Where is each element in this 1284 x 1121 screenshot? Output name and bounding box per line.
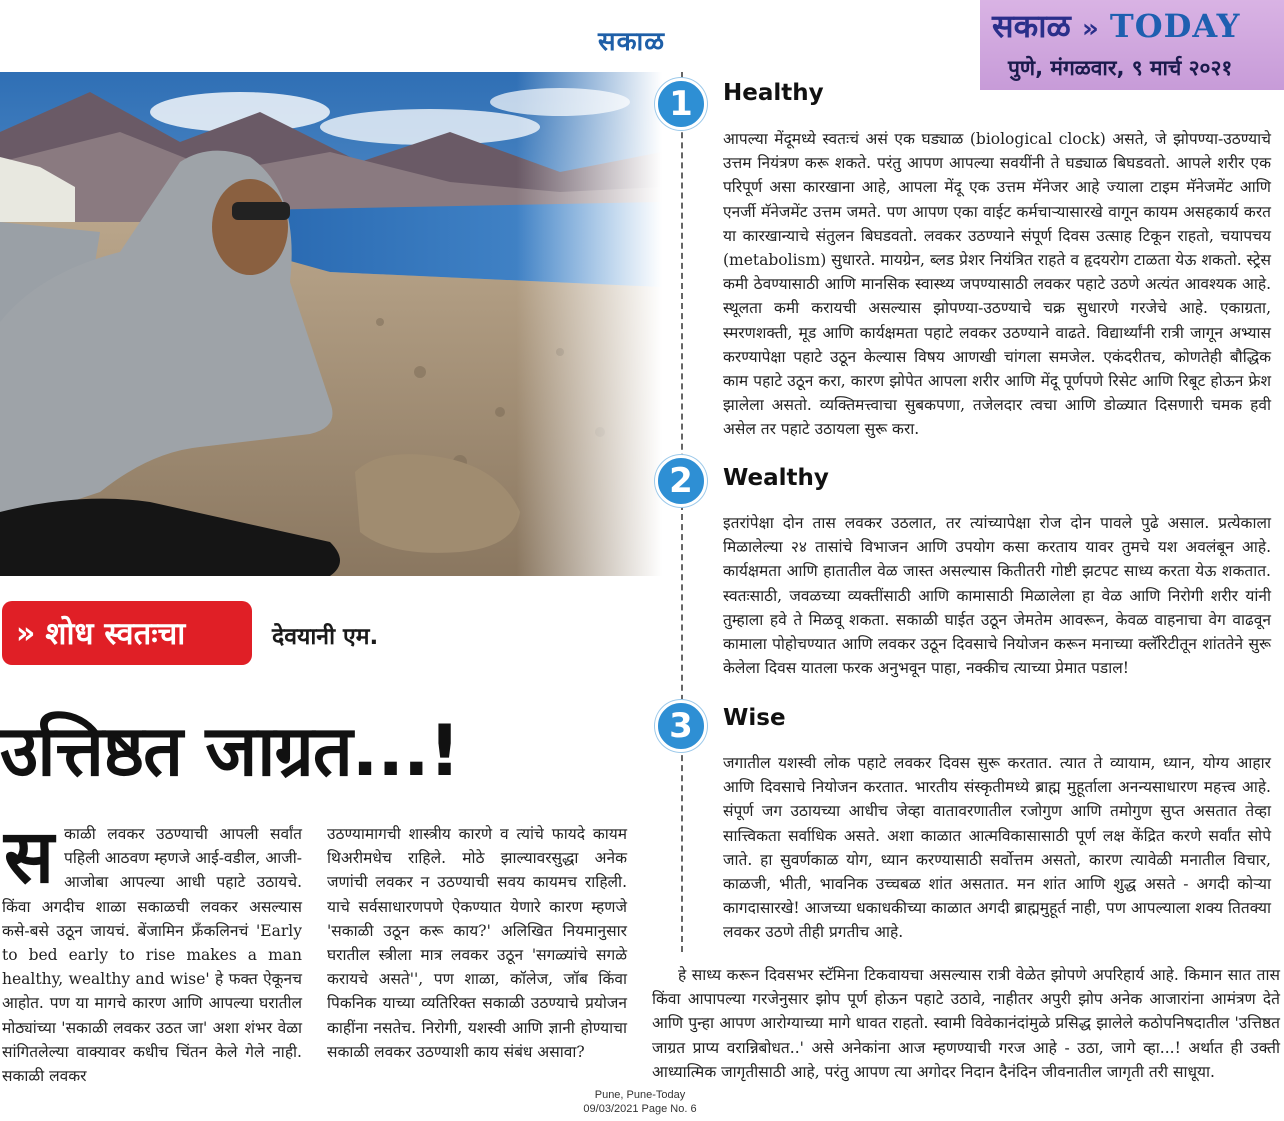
brand-name: सकाळ xyxy=(992,7,1071,45)
dashed-divider xyxy=(681,72,683,952)
brand-today: TODAY xyxy=(1109,7,1241,45)
closing-paragraph: हे साध्य करून दिवसभर स्टॅमिना टिकवायचा असल्यास रात्री वेळेत झोपणे अपरिहार्य आहे. किमान सात तास किंवा आपापल्या गरजेनुसार झोप पूर्ण होऊन पहाटे उठावे, नाहीतर अपुरी झोप अनेक आजारांना आमंत्रण देते आणि पुन्हा आपण आरोग्याच्या मागे धावत राहतो. स्वामी विवेकानंदांमुळे प्रसिद्ध झालेले कठोपनिषदातील 'उत्तिष्ठत जाग्रत प्राप्य वरान्निबोधत..' असे अनेकांना आज म्हणण्याची गरज आहे - उठा, जागे व्हा...! अर्थात ही उक्ती आध्यात्मिक जागृतीसाठी आहे, परंतु आपण त्या अगोदर निदान दैनंदिन जीवनातील जागृती तरी साधूया. xyxy=(652,966,1280,1081)
section-title-healthy: Healthy xyxy=(723,80,824,106)
author-name: देवयानी एम. xyxy=(272,624,379,650)
brand-logo xyxy=(992,4,1240,47)
double-chevron-icon: » xyxy=(16,615,36,651)
section-number-3: 3 xyxy=(655,700,707,752)
footer-edition: Pune, Pune-Today xyxy=(594,1089,686,1101)
article-photo xyxy=(0,72,662,576)
section-title-wealthy: Wealthy xyxy=(723,465,829,491)
footer-date-page: 09/03/2021 Page No. 6 xyxy=(583,1103,697,1115)
lake-landscape-image xyxy=(0,72,662,576)
section-title-wise: Wise xyxy=(723,705,786,731)
page-footer xyxy=(540,1088,740,1116)
body-column-2: उठण्यामागची शास्त्रीय कारणे व त्यांचे फायदे कायम थिअरीमधेच राहिले. मोठे झाल्यावरसुद्धा अनेक जणांची लवकर न उठण्याची सवय कायमच राहिली. याचे सर्वसाधारणपणे ऐकण्यात येणारे कारण म्हणजे 'सकाळी उठून करू काय?' अलिखित नियमानुसार घरातील स्त्रीला मात्र लवकर उठून 'सगळ्यांचे सगळे करायचे असते'', पण शाळा, कॉलेज, जॉब किंवा पिकनिक याच्या व्यतिरिक्त सकाळी उठण्याचे प्रयोजन काहींना नसतेच. निरोगी, यशस्वी आणि ज्ञानी होण्याचा सकाळी लवकर उठण्याशी काय संबंध असावा? xyxy=(327,825,627,1061)
headline: उत्तिष्ठत जाग्रत...! xyxy=(0,710,460,792)
body-column-1 xyxy=(2,814,302,1088)
section-body-wise: जगातील यशस्वी लोक पहाटे लवकर दिवस सुरू करतात. त्यात ते व्यायाम, ध्यान, योग्य आहार आणि दिवसाचे नियोजन करतात. भारतीय संस्कृतीमध्ये ब्राह्म मुहूर्ताला अनन्यसाधारण महत्त्व आहे. संपूर्ण जग उठायच्या आधीच जेव्हा वातावरणातील रजोगुण आणि तमोगुण सुप्त असतात तेव्हा सात्त्विकता सर्वाधिक असते. अशा काळात आत्मविकासासाठी पूर्ण लक्ष केंद्रित करणे सर्वांत सोपे जाते. हा सुवर्णकाळ योग, ध्यान करण्यासाठी सर्वोत्तम असतो, कारण त्यावेळी मनातील विचार, काळजी, भीती, भावनिक उच्चबळ शांत असतात. मन शांत आणि शुद्ध असते - अगदी कोऱ्या कागदासारखे! आजच्या धकाधकीच्या काळात अगदी ब्राह्ममुहूर्त नाही, पण आपल्याला शक्य तितक्या लवकर उठणे तीही प्रगतीच आहे. xyxy=(723,754,1271,942)
small-logo: सकाळ xyxy=(598,27,666,57)
section-body-healthy: आपल्या मेंदूमध्ये स्वतःचं असं एक घड्याळ (biological clock) असते, जे झोपण्या-उठण्याचे उत्तम नियंत्रण करू शकते. परंतु आपण आपल्या सवयींनी ते घड्याळ बिघडवतो. आपले शरीर एक परिपूर्ण असा कारखाना आहे, आपला मेंदू एक उत्तम मॅनेजर आहे ज्याला टाइम मॅनेजमेंट आणि एनर्जी मॅनेजमेंट उत्तम जमते. पण आपण एका वाईट कर्मचाऱ्यासारखे वागून कायम असहकार्य करत या कारखान्याचे संतुलन बिघडवतो. लवकर उठण्याने संपूर्ण दिवस उत्साह टिकून राहतो, चयापचय (metabolism) सुधारते. मायग्रेन, ब्लड प्रेशर नियंत्रित राहते व हृदयरोग टाळता येऊ शकतो. स्ट्रेस कमी ठेवण्यासाठी आणि मानसिक स्वास्थ्य जपण्यासाठी लवकर पहाटे उठणे अत्यंत आवश्यक आहे. स्थूलता कमी करायची असल्यास झोपण्या-उठण्याचे चक्र सुधारणे गरजेचे आहे. एकाग्रता, स्मरणशक्ती, मूड आणि कार्यक्षमता पहाटे लवकर उठण्याने वाढते. विद्यार्थ्यांनी रात्री जागून अभ्यास करण्यापेक्षा पहाटे उठून केल्यास विषय आणखी चांगला समजेल. एकंदरीतच, कोणतेही बौद्धिक काम पहाटे उठून करा, कारण झोपेत आपला शरीर आणि मेंदू पूर्णपणे रिसेट आणि रिबूट होऊन फ्रेश झालेला असतो. व्यक्तिमत्त्वाचा सुबकपणा, तजेलदार त्वचा आणि डोळ्यात दिसणारी चमक हवी असेल तर पहाटे उठायला सुरू करा. xyxy=(723,130,1271,439)
body-column-1-text: काळी लवकर उठण्याची आपली सर्वांत पहिली आठवण म्हणजे आई-वडील, आजी-आजोबा आपल्या आधी पहाटे उठायचे. किंवा अगदीच शाळा सकाळची लवकर असल्यास कसे-बसे उठून जायचं. बेंजामिन फ्रँकलिनचं 'Early to bed early to rise makes a man healthy, wealthy and wise' हे फक्त ऐकूनच आहोत. पण या मागचे कारण आणि आपल्या घरातील मोठ्यांच्या 'सकाळी लवकर उठत जा' अशा शंभर वेळा सांगितलेल्या वाक्यावर कधीच चिंतन केले गेले नाही. सकाळी लवकर xyxy=(2,825,302,1086)
column-tag-label: शोध स्वतःचा xyxy=(45,616,186,652)
section-number-2: 2 xyxy=(655,455,707,507)
edition-date: पुणे, मंगळवार, ९ मार्च २०२१ xyxy=(1008,56,1233,80)
drop-cap: स xyxy=(4,814,55,900)
brand-masthead xyxy=(980,0,1284,90)
section-body-wealthy: इतरांपेक्षा दोन तास लवकर उठलात, तर त्यांच्यापेक्षा रोज दोन पावले पुढे असाल. प्रत्येकाला मिळालेल्या २४ तासांचे विभाजन आणि उपयोग कसा करताय यावर तुमचे यश अवलंबून आहे. कार्यक्षमता आणि हातातील वेळ जास्त असल्यास कितीतरी गोष्टी झटपट साध्य करता येऊ शकतात. स्वतःसाठी, जवळच्या व्यक्तींसाठी आणि कामासाठी मिळालेला हा वेळ आणि निरोगी शरीर यांनी तुम्हाला हवे ते मिळवू शकता. सकाळी घाईत उठून जेमतेम आवरून, केवळ वाहनाचा वेग वाढवून कामाला पोहोचण्यात आणि लवकर उठून दिवसाचे नियोजन करून मनाच्या क्लॅरिटीतून शांततेने सुरू केलेला दिवस यातला फरक अनुभवून पाहा, नक्कीच त्याच्या प्रेमात पडाल! xyxy=(723,514,1271,678)
column-tag xyxy=(2,601,252,665)
brand-arrow-icon: » xyxy=(1081,14,1099,44)
section-number-1: 1 xyxy=(655,78,707,130)
